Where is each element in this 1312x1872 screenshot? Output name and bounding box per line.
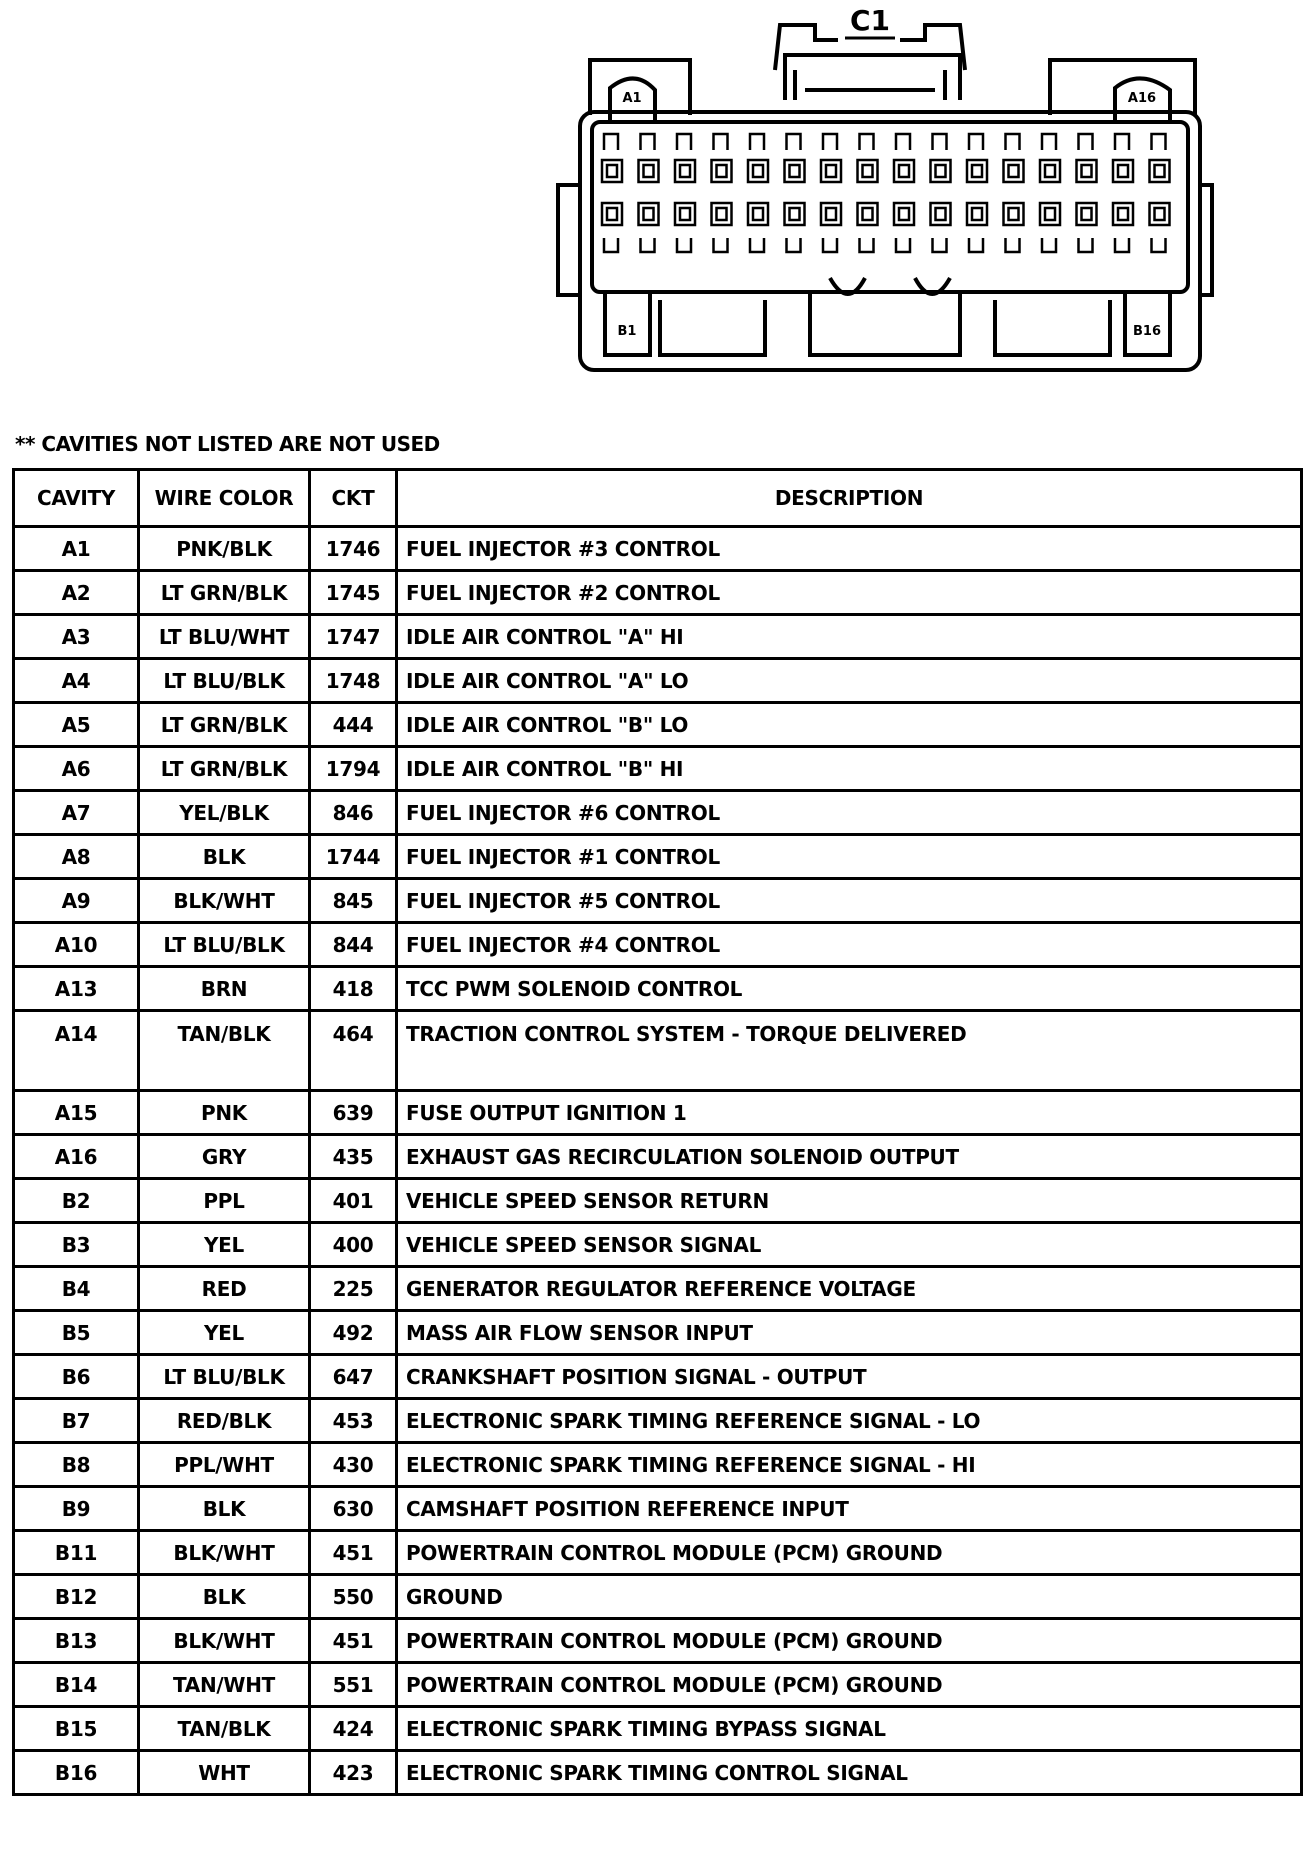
cell-ckt: 639	[310, 1091, 397, 1135]
cavity-a	[675, 160, 695, 182]
cavity-a	[1077, 160, 1097, 182]
cell-cavity: A10	[14, 923, 139, 967]
cell-wire-color: BRN	[139, 967, 310, 1011]
cell-ckt: 444	[310, 703, 397, 747]
terminal-top	[933, 134, 947, 150]
cavity-b	[639, 203, 659, 225]
cell-ckt: 1748	[310, 659, 397, 703]
cavity-a	[639, 160, 659, 182]
cell-cavity: A8	[14, 835, 139, 879]
cavity-a	[785, 160, 805, 182]
cell-cavity: B13	[14, 1619, 139, 1663]
cell-ckt: 630	[310, 1487, 397, 1531]
cell-wire-color: PPL	[139, 1179, 310, 1223]
terminal-bottom	[1115, 238, 1129, 252]
unused-cavities-note: ** CAVITIES NOT LISTED ARE NOT USED	[15, 432, 440, 456]
cell-ckt: 430	[310, 1443, 397, 1487]
cell-ckt: 401	[310, 1179, 397, 1223]
cavity-b	[967, 203, 987, 225]
cell-wire-color: RED/BLK	[139, 1399, 310, 1443]
cell-cavity: A6	[14, 747, 139, 791]
cell-wire-color: LT GRN/BLK	[139, 703, 310, 747]
cell-cavity: A4	[14, 659, 139, 703]
table-row	[14, 527, 1302, 571]
terminal-top	[1115, 134, 1129, 150]
cell-ckt: 845	[310, 879, 397, 923]
cavity-a	[748, 160, 768, 182]
cavity-label-a1: A1	[622, 91, 642, 106]
cell-ckt: 435	[310, 1135, 397, 1179]
cell-wire-color: PPL/WHT	[139, 1443, 310, 1487]
cavity-a	[602, 160, 622, 182]
terminal-top	[860, 134, 874, 150]
cell-description: FUEL INJECTOR #5 CONTROL	[397, 879, 1302, 923]
cavity-label-b1: B1	[617, 324, 637, 339]
terminal-top	[604, 134, 618, 150]
cell-cavity: A5	[14, 703, 139, 747]
cell-wire-color: LT BLU/BLK	[139, 923, 310, 967]
cell-description: POWERTRAIN CONTROL MODULE (PCM) GROUND	[397, 1619, 1302, 1663]
cell-cavity: A3	[14, 615, 139, 659]
cell-description: FUEL INJECTOR #1 CONTROL	[397, 835, 1302, 879]
cavity-b	[712, 203, 732, 225]
table-row	[14, 1663, 1302, 1707]
table-row	[14, 1531, 1302, 1575]
table-row	[14, 1443, 1302, 1487]
cell-cavity: B2	[14, 1179, 139, 1223]
cell-cavity: B9	[14, 1487, 139, 1531]
cell-cavity: B11	[14, 1531, 139, 1575]
cell-cavity: A13	[14, 967, 139, 1011]
cavity-label-b16: B16	[1133, 324, 1161, 339]
cavity-a	[967, 160, 987, 182]
cell-wire-color: PNK/BLK	[139, 527, 310, 571]
terminal-bottom	[714, 238, 728, 252]
terminal-bottom	[1006, 238, 1020, 252]
cell-ckt: 423	[310, 1751, 397, 1795]
cavity-b	[1113, 203, 1133, 225]
cell-description: ELECTRONIC SPARK TIMING REFERENCE SIGNAL - LO	[397, 1399, 1302, 1443]
cavity-a	[821, 160, 841, 182]
cavity-b	[894, 203, 914, 225]
cell-wire-color: LT GRN/BLK	[139, 747, 310, 791]
cell-cavity: B6	[14, 1355, 139, 1399]
header-ckt: CKT	[310, 470, 397, 527]
terminal-bottom	[896, 238, 910, 252]
cell-description: GENERATOR REGULATOR REFERENCE VOLTAGE	[397, 1267, 1302, 1311]
table-row	[14, 1575, 1302, 1619]
table-row	[14, 1011, 1302, 1091]
table-row	[14, 1751, 1302, 1795]
table-row	[14, 835, 1302, 879]
cell-ckt: 1747	[310, 615, 397, 659]
cavity-b	[1040, 203, 1060, 225]
cell-description: TRACTION CONTROL SYSTEM - TORQUE DELIVERED	[397, 1011, 1302, 1091]
cavity-b	[858, 203, 878, 225]
cell-ckt: 451	[310, 1619, 397, 1663]
table-row	[14, 659, 1302, 703]
terminal-bottom	[969, 238, 983, 252]
cell-cavity: A16	[14, 1135, 139, 1179]
cell-ckt: 550	[310, 1575, 397, 1619]
table-header-row	[14, 470, 1302, 527]
pinout-table	[12, 468, 1303, 1796]
cell-cavity: B15	[14, 1707, 139, 1751]
table-row	[14, 747, 1302, 791]
terminal-bottom	[823, 238, 837, 252]
terminal-bottom	[933, 238, 947, 252]
terminal-top	[1152, 134, 1166, 150]
cavity-a	[894, 160, 914, 182]
cavity-b	[931, 203, 951, 225]
cavity-a	[712, 160, 732, 182]
cell-description: ELECTRONIC SPARK TIMING REFERENCE SIGNAL - HI	[397, 1443, 1302, 1487]
terminal-top	[1006, 134, 1020, 150]
cell-ckt: 453	[310, 1399, 397, 1443]
cell-description: FUSE OUTPUT IGNITION 1	[397, 1091, 1302, 1135]
cell-wire-color: TAN/WHT	[139, 1663, 310, 1707]
cavity-a	[931, 160, 951, 182]
cell-wire-color: TAN/BLK	[139, 1011, 310, 1091]
cell-cavity: A9	[14, 879, 139, 923]
cell-ckt: 1745	[310, 571, 397, 615]
cell-description: IDLE AIR CONTROL "A" HI	[397, 615, 1302, 659]
cavity-a	[1040, 160, 1060, 182]
cell-ckt: 1746	[310, 527, 397, 571]
cell-description: GROUND	[397, 1575, 1302, 1619]
connector-diagram	[540, 0, 1220, 385]
terminal-bottom	[787, 238, 801, 252]
cell-description: ELECTRONIC SPARK TIMING BYPASS SIGNAL	[397, 1707, 1302, 1751]
table-row	[14, 1135, 1302, 1179]
cell-cavity: B16	[14, 1751, 139, 1795]
table-row	[14, 1311, 1302, 1355]
cell-wire-color: BLK/WHT	[139, 1619, 310, 1663]
cavity-b	[785, 203, 805, 225]
table-row	[14, 1267, 1302, 1311]
cavity-a	[1004, 160, 1024, 182]
cell-description: POWERTRAIN CONTROL MODULE (PCM) GROUND	[397, 1531, 1302, 1575]
cell-ckt: 424	[310, 1707, 397, 1751]
cell-ckt: 464	[310, 1011, 397, 1091]
table-row	[14, 1223, 1302, 1267]
cell-wire-color: RED	[139, 1267, 310, 1311]
cell-description: FUEL INJECTOR #4 CONTROL	[397, 923, 1302, 967]
terminal-bottom	[1079, 238, 1093, 252]
cell-wire-color: YEL	[139, 1223, 310, 1267]
table-row	[14, 1487, 1302, 1531]
table-row	[14, 791, 1302, 835]
table-row	[14, 879, 1302, 923]
header-cavity: CAVITY	[14, 470, 139, 527]
cell-ckt: 451	[310, 1531, 397, 1575]
cell-cavity: B3	[14, 1223, 139, 1267]
terminal-bottom	[641, 238, 655, 252]
cell-cavity: A1	[14, 527, 139, 571]
cell-cavity: B14	[14, 1663, 139, 1707]
cavity-b	[821, 203, 841, 225]
cell-wire-color: YEL/BLK	[139, 791, 310, 835]
cell-wire-color: TAN/BLK	[139, 1707, 310, 1751]
table-row	[14, 703, 1302, 747]
cell-wire-color: LT BLU/BLK	[139, 1355, 310, 1399]
cavity-a	[858, 160, 878, 182]
header-description: DESCRIPTION	[397, 470, 1302, 527]
terminal-bottom	[604, 238, 618, 252]
cell-ckt: 846	[310, 791, 397, 835]
cell-cavity: B8	[14, 1443, 139, 1487]
cell-wire-color: BLK/WHT	[139, 879, 310, 923]
terminal-top	[641, 134, 655, 150]
cell-cavity: A14	[14, 1011, 139, 1091]
cell-description: POWERTRAIN CONTROL MODULE (PCM) GROUND	[397, 1663, 1302, 1707]
cell-ckt: 225	[310, 1267, 397, 1311]
cell-description: IDLE AIR CONTROL "A" LO	[397, 659, 1302, 703]
terminal-top	[1042, 134, 1056, 150]
cell-description: TCC PWM SOLENOID CONTROL	[397, 967, 1302, 1011]
cavity-b	[1150, 203, 1170, 225]
cell-wire-color: WHT	[139, 1751, 310, 1795]
cell-wire-color: BLK/WHT	[139, 1531, 310, 1575]
cavity-b	[675, 203, 695, 225]
cell-cavity: B7	[14, 1399, 139, 1443]
terminal-top	[823, 134, 837, 150]
cell-wire-color: LT GRN/BLK	[139, 571, 310, 615]
table-row	[14, 923, 1302, 967]
cavity-b	[748, 203, 768, 225]
cavity-grid	[602, 134, 1170, 252]
connector-title: C1	[849, 4, 891, 37]
terminal-top	[714, 134, 728, 150]
cell-ckt: 647	[310, 1355, 397, 1399]
terminal-top	[750, 134, 764, 150]
terminal-top	[787, 134, 801, 150]
terminal-top	[969, 134, 983, 150]
table-row	[14, 967, 1302, 1011]
cell-description: IDLE AIR CONTROL "B" HI	[397, 747, 1302, 791]
terminal-bottom	[750, 238, 764, 252]
table-row	[14, 1179, 1302, 1223]
cell-ckt: 1794	[310, 747, 397, 791]
cell-description: FUEL INJECTOR #6 CONTROL	[397, 791, 1302, 835]
cavity-a	[1150, 160, 1170, 182]
cell-ckt: 418	[310, 967, 397, 1011]
terminal-top	[677, 134, 691, 150]
cell-description: MASS AIR FLOW SENSOR INPUT	[397, 1311, 1302, 1355]
cavity-b	[1077, 203, 1097, 225]
table-row	[14, 571, 1302, 615]
terminal-top	[896, 134, 910, 150]
cell-description: VEHICLE SPEED SENSOR RETURN	[397, 1179, 1302, 1223]
header-wire-color: WIRE COLOR	[139, 470, 310, 527]
cell-wire-color: BLK	[139, 835, 310, 879]
terminal-top	[1079, 134, 1093, 150]
cell-wire-color: GRY	[139, 1135, 310, 1179]
cell-description: EXHAUST GAS RECIRCULATION SOLENOID OUTPUT	[397, 1135, 1302, 1179]
table-row	[14, 1355, 1302, 1399]
cell-wire-color: YEL	[139, 1311, 310, 1355]
cell-cavity: B12	[14, 1575, 139, 1619]
table-row	[14, 1399, 1302, 1443]
terminal-bottom	[1152, 238, 1166, 252]
table-row	[14, 1091, 1302, 1135]
cell-description: IDLE AIR CONTROL "B" LO	[397, 703, 1302, 747]
cell-cavity: B4	[14, 1267, 139, 1311]
table-row	[14, 1707, 1302, 1751]
cell-description: FUEL INJECTOR #2 CONTROL	[397, 571, 1302, 615]
cell-description: CAMSHAFT POSITION REFERENCE INPUT	[397, 1487, 1302, 1531]
cell-ckt: 400	[310, 1223, 397, 1267]
terminal-bottom	[1042, 238, 1056, 252]
cell-description: FUEL INJECTOR #3 CONTROL	[397, 527, 1302, 571]
cell-cavity: B5	[14, 1311, 139, 1355]
cell-description: CRANKSHAFT POSITION SIGNAL - OUTPUT	[397, 1355, 1302, 1399]
cell-wire-color: PNK	[139, 1091, 310, 1135]
table-row	[14, 615, 1302, 659]
table-row	[14, 1619, 1302, 1663]
cell-wire-color: BLK	[139, 1487, 310, 1531]
cavity-label-a16: A16	[1127, 91, 1157, 106]
terminal-bottom	[860, 238, 874, 252]
cell-ckt: 1744	[310, 835, 397, 879]
cell-ckt: 492	[310, 1311, 397, 1355]
cell-cavity: A2	[14, 571, 139, 615]
cell-cavity: A15	[14, 1091, 139, 1135]
cavity-b	[1004, 203, 1024, 225]
cell-description: ELECTRONIC SPARK TIMING CONTROL SIGNAL	[397, 1751, 1302, 1795]
cell-ckt: 844	[310, 923, 397, 967]
terminal-bottom	[677, 238, 691, 252]
cell-cavity: A7	[14, 791, 139, 835]
cell-wire-color: LT BLU/WHT	[139, 615, 310, 659]
cavity-b	[602, 203, 622, 225]
cell-wire-color: BLK	[139, 1575, 310, 1619]
cell-ckt: 551	[310, 1663, 397, 1707]
cavity-a	[1113, 160, 1133, 182]
cell-wire-color: LT BLU/BLK	[139, 659, 310, 703]
cell-description: VEHICLE SPEED SENSOR SIGNAL	[397, 1223, 1302, 1267]
